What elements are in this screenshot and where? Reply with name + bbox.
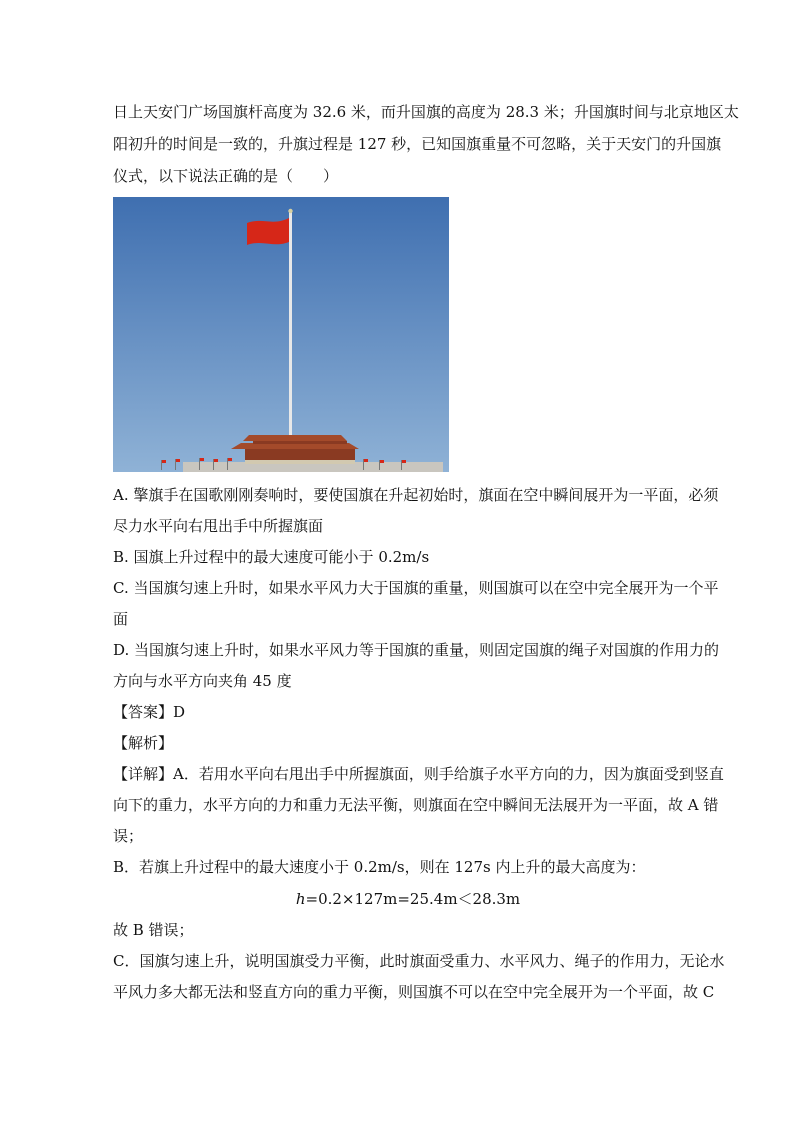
analysis-title: 【解析】: [113, 734, 174, 752]
analysis-b-line-2: 故 B 错误；: [113, 921, 194, 939]
analysis-c-line-1: C．国旗匀速上升，说明国旗受力平衡，此时旗面受重力、水平风力、绳子的作用力，无论水: [113, 952, 725, 970]
formula-expression: =0.2×127m=25.4m＜28.3m: [305, 890, 521, 908]
analysis-a-line-2: 向下的重力，水平方向的力和重力无法平衡，则旗面在空中瞬间无法展开为一平面，故 A 错: [113, 796, 719, 814]
flagpole-photo-svg: [113, 197, 449, 472]
option-b: B. 国旗上升过程中的最大速度可能小于 0.2m/s: [113, 548, 430, 566]
question-line-2: 阳初升的时间是一致的，升旗过程是 127 秒，已知国旗重量不可忽略，关于天安门的升国旗: [113, 135, 722, 153]
option-d-line-1: D. 当国旗匀速上升时，如果水平风力等于国旗的重量，则固定国旗的绳子对国旗的作用力的: [113, 641, 720, 659]
flagpole: [289, 211, 292, 472]
option-c-line-2: 面: [113, 610, 129, 628]
option-a-line-1: A. 擎旗手在国歌刚刚奏响时，要使国旗在升起初始时，旗面在空中瞬间展开为一平面，必须: [113, 486, 719, 504]
analysis-b-line-1: B．若旗上升过程中的最大速度小于 0.2m/s，则在 127s 内上升的最大高度为：: [113, 858, 646, 876]
question-line-3: 仪式，以下说法正确的是（ ）: [113, 167, 339, 185]
analysis-a-line-3: 误；: [113, 827, 144, 845]
document-page: [113, 96, 739, 1008]
formula-variable: h: [295, 890, 306, 908]
formula: [113, 883, 683, 915]
analysis-a-line-1: 【详解】A．若用水平向右甩出手中所握旗面，则手给旗子水平方向的力，因为旗面受到竖直: [113, 765, 724, 783]
flagpole-photo: [113, 197, 449, 472]
option-c-line-1: C. 当国旗匀速上升时，如果水平风力大于国旗的重量，则国旗可以在空中完全展开为一个平: [113, 579, 719, 597]
pole-top: [288, 209, 292, 213]
option-d-line-2: 方向与水平方向夹角 45 度: [113, 672, 292, 690]
analysis-c-line-2: 平风力多大都无法和竖直方向的重力平衡，则国旗不可以在空中完全展开为一个平面，故 C: [113, 983, 715, 1001]
option-a-line-2: 尽力水平向右甩出手中所握旗面: [113, 517, 324, 535]
question-line-1: 日上天安门广场国旗杆高度为 32.6 米，而升国旗的高度为 28.3 米；升国旗时间与北京地区太: [113, 103, 739, 121]
answer: 【答案】D: [113, 703, 186, 721]
